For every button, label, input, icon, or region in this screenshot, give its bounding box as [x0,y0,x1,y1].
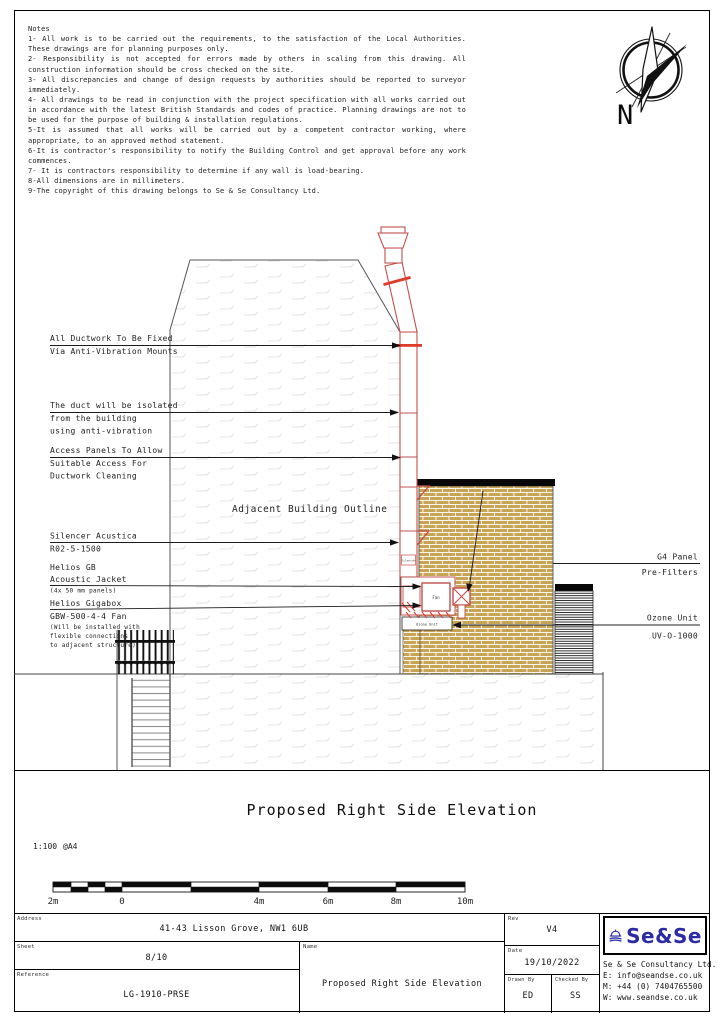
address-label: Address [17,916,42,922]
address-cell [14,914,505,942]
svg-text:8m: 8m [390,897,402,907]
scale-paper-size: @A4 [63,842,78,851]
svg-text:using anti-vibration: using anti-vibration [50,426,153,436]
svg-text:from the building: from the building [50,414,137,423]
compass-north-label: N [617,100,634,131]
note-item: 6-It is contractor's responsibility to notify the Building Control and get approval before any work commences. [28,146,466,165]
note-item: 9-The copyright of this drawing belongs to Se & Se Consultancy Ltd. [28,187,321,196]
company-name: Se & Se Consultancy Ltd. [603,960,717,969]
drawn-by-cell [505,975,552,1013]
sheet-cell [14,942,300,970]
name-label: Name [303,944,318,950]
callout-isolation: The duct will be isolated [50,401,178,410]
checked-by-label: Checked By [555,977,589,983]
company-details [603,960,717,1004]
company-phone: M: +44 (0) 7404765500 [603,981,703,991]
note-item: 8-All dimensions are in millimeters. [28,177,186,186]
rev-label: Rev [508,916,519,922]
sheet-label: Sheet [17,944,35,950]
adjacent-building-label: Adjacent Building Outline [232,504,388,515]
flue-cap [381,227,405,233]
drop-duct [458,605,465,618]
plinth [170,674,603,770]
company-logo [603,916,707,955]
note-item: 5-It is assumed that all works will be carried out by a competent contractor working, where appropriate, to an approved method statement. [28,126,466,145]
svg-text:to adjacent structure): to adjacent structure) [50,642,137,649]
title-block [14,913,717,1012]
louvre-cap [555,584,593,591]
date-label: Date [508,948,523,954]
drawn-by-label: Drawn By [508,977,535,983]
svg-text:Ductwork Cleaning: Ductwork Cleaning [50,471,137,481]
svg-text:Suitable Access For: Suitable Access For [50,459,148,468]
address-value: 41-43 Lisson Grove, NW1 6UB [159,924,309,934]
callout-silencer: Silencer Acustica [50,531,137,541]
callout-fan: Helios Gigabox [50,599,122,608]
svg-text:(Will be installed with: (Will be installed with [50,624,140,631]
svg-text:2m: 2m [47,897,59,907]
flue-cowl [378,233,408,248]
drawn-by-value: ED [522,991,534,1001]
checked-by-cell [552,975,600,1013]
reference-value: LG-1910-PRSE [123,990,190,1000]
svg-text:UV-O-1000: UV-O-1000 [651,631,698,641]
note-item: 3- All discrepancies and change of design requests by authorities should be reported to surveyor immediately. [28,75,466,94]
callout-ozone: Ozone Unit [646,613,698,623]
svg-text:Acoustic Jacket: Acoustic Jacket [50,575,127,584]
notes-title: Notes [28,25,50,33]
svg-text:(4x 50 mm panels): (4x 50 mm panels) [50,587,117,595]
svg-text:0: 0 [119,897,125,907]
svg-text:GBW-500-4-4 Fan: GBW-500-4-4 Fan [50,612,127,621]
fan-label: Fan [432,594,440,600]
drawing-title: Proposed Right Side Elevation [246,801,538,819]
rev-value: V4 [546,925,558,935]
note-item: 2- Responsibility is not accepted for errors made by others in scaling from this drawing. All construction information should be cross checked on the site. [28,55,466,74]
callout-g4: G4 Panel [657,552,698,562]
flue-neck [385,248,402,263]
note-item: 1- All work is to be carried out the requirements, to the satisfaction of the Local Authorities. These drawings are for planning purposes only. [28,35,466,54]
scale-tick-labels [48,897,474,907]
svg-text:4m: 4m [253,897,265,907]
sheet-value: 8/10 [145,953,168,963]
reference-cell [14,970,300,1013]
note-item: 4- All drawings to be read in conjunction with the project specification with all works carried out in accordance with the latest British Standards and codes of practice. Planning drawings are not to be used for the purpose of building & installation regulations. [28,95,466,125]
callout-ductwork: All Ductwork To Be Fixed [50,334,173,343]
company-email: E: info@seandse.co.uk [603,970,703,980]
checked-by-value: SS [569,991,582,1001]
date-cell [505,946,600,975]
company-web: W: www.seandse.co.uk [603,992,698,1002]
adjacent-building-outline [170,260,400,674]
hard-hat-icon [608,922,623,949]
svg-text:R02-5-1500: R02-5-1500 [50,544,102,554]
wall-coping [416,479,555,486]
svg-text:flexible connections: flexible connections [50,633,129,640]
svg-text:6m: 6m [322,897,334,907]
name-value: Proposed Right Side Elevation [321,979,482,989]
compass-rose [616,27,687,131]
main-duct [400,332,417,577]
ozone-unit-label: Ozone Unit [416,622,438,627]
scale-ratio: 1:100 [33,842,58,851]
brick-wall-lower [403,629,420,674]
note-item: 7- It is contractors responsibility to determine if any wall is load-bearing. [28,166,365,175]
svg-text:Pre-Filters: Pre-Filters [641,568,698,577]
stair-ladder [132,674,170,767]
rev-cell [505,914,600,946]
reference-label: Reference [17,972,50,978]
callout-access: Access Panels To Allow [50,446,163,455]
logo-text: Se&Se [626,923,702,948]
name-cell [300,942,505,1013]
silencer-tag-label: Silencer [401,558,416,563]
svg-text:Via Anti-Vibration Mounts: Via Anti-Vibration Mounts [50,347,178,356]
duct-elbow [403,586,420,607]
callout-jacket: Helios GB [50,563,97,572]
louvre-panel [555,591,593,674]
svg-text:10m: 10m [456,897,474,907]
date-value: 19/10/2022 [524,958,580,968]
scale-bar [33,842,473,907]
